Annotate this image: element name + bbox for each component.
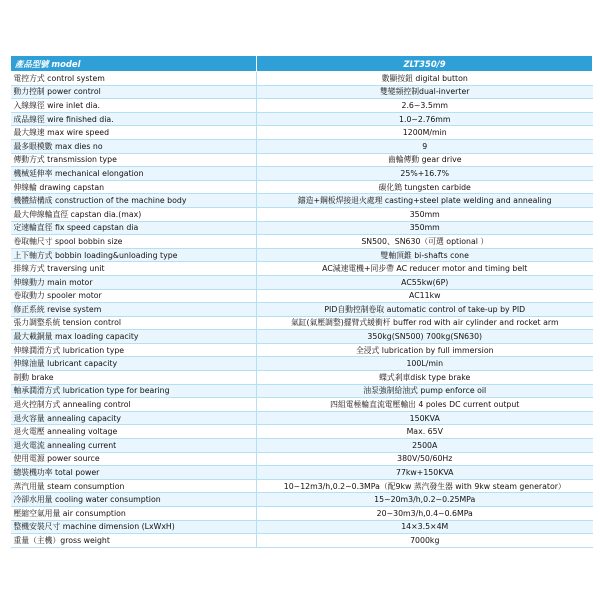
table-row: [11, 303, 593, 317]
spec-value: 14×3.5×4M: [257, 520, 593, 534]
spec-value: 350kg(SN500) 700kg(SN630): [257, 330, 593, 344]
spec-sheet: [10, 55, 592, 548]
table-row: [11, 180, 593, 194]
spec-value: 齒輪傳動 gear drive: [257, 153, 593, 167]
spec-value: 20~30m3/h,0.4~0.6MPa: [257, 507, 593, 521]
spec-label: 卷取軸尺寸 spool bobbin size: [11, 235, 257, 249]
header-model-value: ZLT350/9: [257, 56, 593, 72]
spec-value: 油泵強制給油式 pump enforce oil: [257, 384, 593, 398]
spec-value: 150KVA: [257, 411, 593, 425]
table-row: [11, 235, 593, 249]
spec-value: 鑄造+鋼板焊接退火處理 casting+steel plate welding and annealing: [257, 194, 593, 208]
spec-value: PID自動控制卷取 automatic control of take-up by PID: [257, 303, 593, 317]
spec-value: AC11kw: [257, 289, 593, 303]
spec-label: 總裝機功率 total power: [11, 466, 257, 480]
table-row: [11, 479, 593, 493]
spec-label: 伸線輪 drawing capstan: [11, 180, 257, 194]
spec-label: 傳動方式 transmission type: [11, 153, 257, 167]
table-row: [11, 316, 593, 330]
table-row: [11, 371, 593, 385]
spec-value: 四組電極輪直流電壓輸出 4 poles DC current output: [257, 398, 593, 412]
table-header-row: [11, 56, 593, 72]
table-row: [11, 194, 593, 208]
spec-label: 壓縮空氣用量 air consumption: [11, 507, 257, 521]
table-row: [11, 262, 593, 276]
spec-label: 修正系統 revise system: [11, 303, 257, 317]
spec-value: 雙軸頂錐 bi-shafts cone: [257, 248, 593, 262]
table-row: [11, 221, 593, 235]
spec-label: 使用電源 power source: [11, 452, 257, 466]
spec-label: 重量（主機）gross weight: [11, 534, 257, 548]
spec-label: 伸線潤滑方式 lubrication type: [11, 343, 257, 357]
table-row: [11, 439, 593, 453]
spec-value: 77kw+150KVA: [257, 466, 593, 480]
spec-label: 排線方式 traversing unit: [11, 262, 257, 276]
spec-value: 2500A: [257, 439, 593, 453]
spec-value: 全浸式 lubrication by full immersion: [257, 343, 593, 357]
table-row: [11, 398, 593, 412]
spec-value: 1200M/min: [257, 126, 593, 140]
table-row: [11, 99, 593, 113]
spec-value: 100L/min: [257, 357, 593, 371]
spec-label: 動力控制 power control: [11, 85, 257, 99]
spec-label: 整機安裝尺寸 machine dimension (LxWxH): [11, 520, 257, 534]
spec-value: 25%+16.7%: [257, 167, 593, 181]
table-row: [11, 425, 593, 439]
table-row: [11, 167, 593, 181]
spec-label: 蒸汽用量 steam consumption: [11, 479, 257, 493]
table-row: [11, 153, 593, 167]
spec-table-body: [11, 72, 593, 548]
table-row: [11, 207, 593, 221]
table-row: [11, 126, 593, 140]
spec-label: 退火控制方式 annealing control: [11, 398, 257, 412]
spec-value: AC減速電機+同步帶 AC reducer motor and timing belt: [257, 262, 593, 276]
spec-value: SN500、SN630（可選 optional ）: [257, 235, 593, 249]
spec-value: 10~12m3/h,0.2~0.3MPa（配9kw 蒸汽發生器 with 9kw steam generator）: [257, 479, 593, 493]
table-row: [11, 534, 593, 548]
table-row: [11, 520, 593, 534]
spec-value: 1.0~2.76mm: [257, 112, 593, 126]
table-row: [11, 330, 593, 344]
table-row: [11, 357, 593, 371]
spec-value: 9: [257, 139, 593, 153]
spec-value: 碳化鎢 tungsten carbide: [257, 180, 593, 194]
spec-value: 氣缸(氣壓調整)擺臂式緩衝杆 buffer rod with air cylinder and rocket arm: [257, 316, 593, 330]
spec-label: 退火容量 annealing capacity: [11, 411, 257, 425]
spec-value: Max. 65V: [257, 425, 593, 439]
spec-value: 7000kg: [257, 534, 593, 548]
spec-value: 雙變頻控制dual-inverter: [257, 85, 593, 99]
spec-value: 蝶式剎車disk type brake: [257, 371, 593, 385]
spec-label: 伸線油量 lubricant capacity: [11, 357, 257, 371]
table-row: [11, 411, 593, 425]
spec-label: 張力調整系統 tension control: [11, 316, 257, 330]
spec-label: 冷卻水用量 cooling water consumption: [11, 493, 257, 507]
table-row: [11, 248, 593, 262]
table-row: [11, 289, 593, 303]
table-row: [11, 507, 593, 521]
table-row: [11, 466, 593, 480]
spec-label: 成品線徑 wire finished dia.: [11, 112, 257, 126]
table-row: [11, 384, 593, 398]
table-row: [11, 452, 593, 466]
spec-label: 退火電流 annealing current: [11, 439, 257, 453]
spec-label: 卷取動力 spooler motor: [11, 289, 257, 303]
table-row: [11, 275, 593, 289]
table-row: [11, 343, 593, 357]
table-row: [11, 85, 593, 99]
spec-value: AC55kw(6P): [257, 275, 593, 289]
spec-value: 15~20m3/h,0.2~0.25MPa: [257, 493, 593, 507]
spec-label: 上下軸方式 bobbin loading&unloading type: [11, 248, 257, 262]
spec-label: 最大載銅量 max loading capacity: [11, 330, 257, 344]
spec-label: 定速輪直徑 fix speed capstan dia: [11, 221, 257, 235]
table-row: [11, 112, 593, 126]
spec-label: 退火電壓 annealing voltage: [11, 425, 257, 439]
header-label: 產品型號 model: [11, 56, 257, 72]
spec-value: 380V/50/60Hz: [257, 452, 593, 466]
spec-label: 軸承潤滑方式 lubrication type for bearing: [11, 384, 257, 398]
spec-label: 電控方式 control system: [11, 72, 257, 86]
spec-label: 伸線動力 main motor: [11, 275, 257, 289]
spec-value: 350mm: [257, 207, 593, 221]
table-row: [11, 139, 593, 153]
table-row: [11, 72, 593, 86]
spec-value: 2.6~3.5mm: [257, 99, 593, 113]
spec-value: 數顯按鈕 digital button: [257, 72, 593, 86]
spec-label: 最大線速 max wire speed: [11, 126, 257, 140]
spec-label: 機械延伸率 mechanical elongation: [11, 167, 257, 181]
spec-value: 350mm: [257, 221, 593, 235]
spec-label: 最大伸線輪直徑 capstan dia.(max): [11, 207, 257, 221]
spec-label: 制動 brake: [11, 371, 257, 385]
spec-table: [10, 55, 593, 548]
spec-label: 機體結構成 construction of the machine body: [11, 194, 257, 208]
spec-label: 入線線徑 wire inlet dia.: [11, 99, 257, 113]
spec-label: 最多眼模數 max dies no: [11, 139, 257, 153]
table-row: [11, 493, 593, 507]
